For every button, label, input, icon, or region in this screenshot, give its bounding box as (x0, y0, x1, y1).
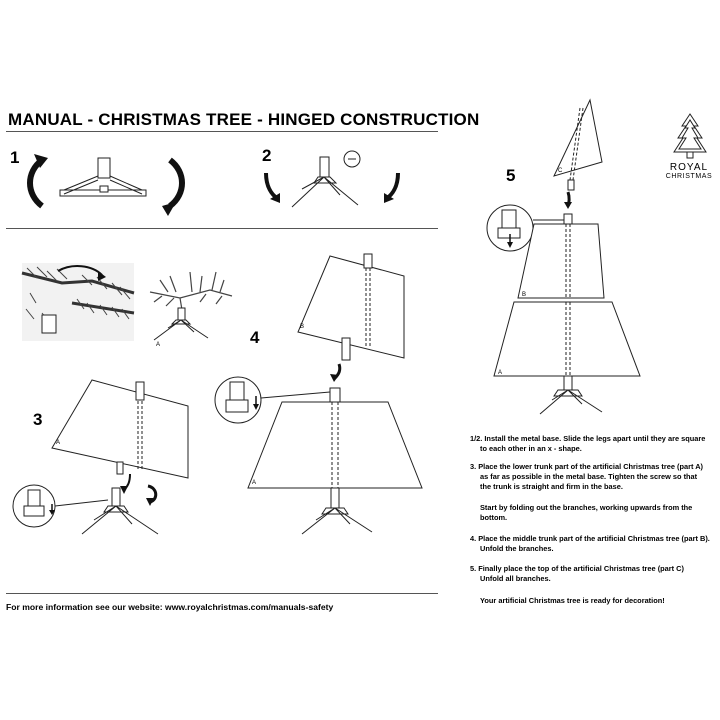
instruction-3 (470, 462, 703, 492)
metal-base-folded (60, 158, 146, 196)
tree-logo-icon (670, 112, 710, 162)
step-3-photo-base (140, 262, 236, 348)
instruction-4-line-2: Unfold the branches. (480, 544, 554, 553)
instruction-branches (470, 503, 720, 523)
title-divider (6, 131, 438, 132)
step-4-number: 4 (250, 328, 260, 347)
part-label-b: B (300, 324, 305, 330)
step-3-number: 3 (33, 410, 43, 429)
step-2-number: 2 (262, 146, 272, 165)
footer-website-text: For more information see our website: www.royalchristmas.com/manuals-safety (6, 602, 334, 612)
part-label-a: A (56, 440, 61, 446)
instruction-4-line-1: 4. Place the middle trunk part of the artificial Christmas tree (part B). (470, 534, 710, 543)
step-1-illustration (20, 150, 200, 220)
instruction-3-line-3: the trunk is straight and firm in the base. (480, 482, 623, 491)
instruction-3-line-2: as far as possible in the metal base. Tighten the screw so that (480, 472, 698, 481)
instruction-branches-line-1: Start by folding out the branches, working upwards from the bottom. (480, 503, 693, 522)
page-title: MANUAL - CHRISTMAS TREE - HINGED CONSTRUCTION (8, 110, 480, 129)
part-label-a: A (156, 342, 161, 348)
footer-divider (6, 593, 438, 594)
part-label-a: A (498, 370, 503, 376)
instruction-3-line-1: 3. Place the lower trunk part of the artificial Christmas tree (part A) (470, 462, 703, 471)
brand-line-1: ROYAL (669, 162, 709, 173)
section-divider (6, 228, 438, 229)
brand-name (662, 162, 716, 180)
step-4-tree-section-on-base (206, 368, 446, 544)
step-3-base-with-trunk (8, 478, 188, 548)
instruction-5 (470, 564, 684, 584)
step-1-number: 1 (10, 148, 20, 167)
brand-line-2: CHRISTMAS (665, 173, 713, 180)
rotate-right-arrow-icon (162, 160, 182, 216)
instruction-5-line-1: 5. Finally place the top of the artificial Christmas tree (part C) (470, 564, 684, 573)
instruction-1-2 (470, 434, 705, 454)
part-label-c: C (558, 168, 563, 174)
step-5-number: 5 (506, 166, 516, 185)
curved-arrow-icon (266, 173, 278, 199)
rotate-left-arrow-icon (30, 154, 48, 206)
step-5-tree-top (550, 98, 606, 192)
instruction-ready-line-1: Your artificial Christmas tree is ready for decoration! (480, 596, 665, 605)
part-label-b: B (522, 292, 527, 298)
instruction-1-2-line-1: 1/2. Install the metal base. Slide the legs apart until they are square (470, 434, 706, 443)
step-3-photo-branches (22, 263, 134, 341)
instruction-4 (470, 534, 710, 554)
instruction-ready (470, 596, 665, 606)
instruction-1-2-line-2: to each other in an x - shape. (480, 444, 582, 453)
step-2-illustration (258, 145, 408, 215)
curved-arrow-icon (386, 173, 398, 199)
part-label-a: A (252, 480, 257, 486)
step-5-full-tree (480, 200, 650, 430)
step-4-upper-section (292, 252, 412, 364)
instruction-5-line-2: Unfold all branches. (480, 574, 551, 583)
